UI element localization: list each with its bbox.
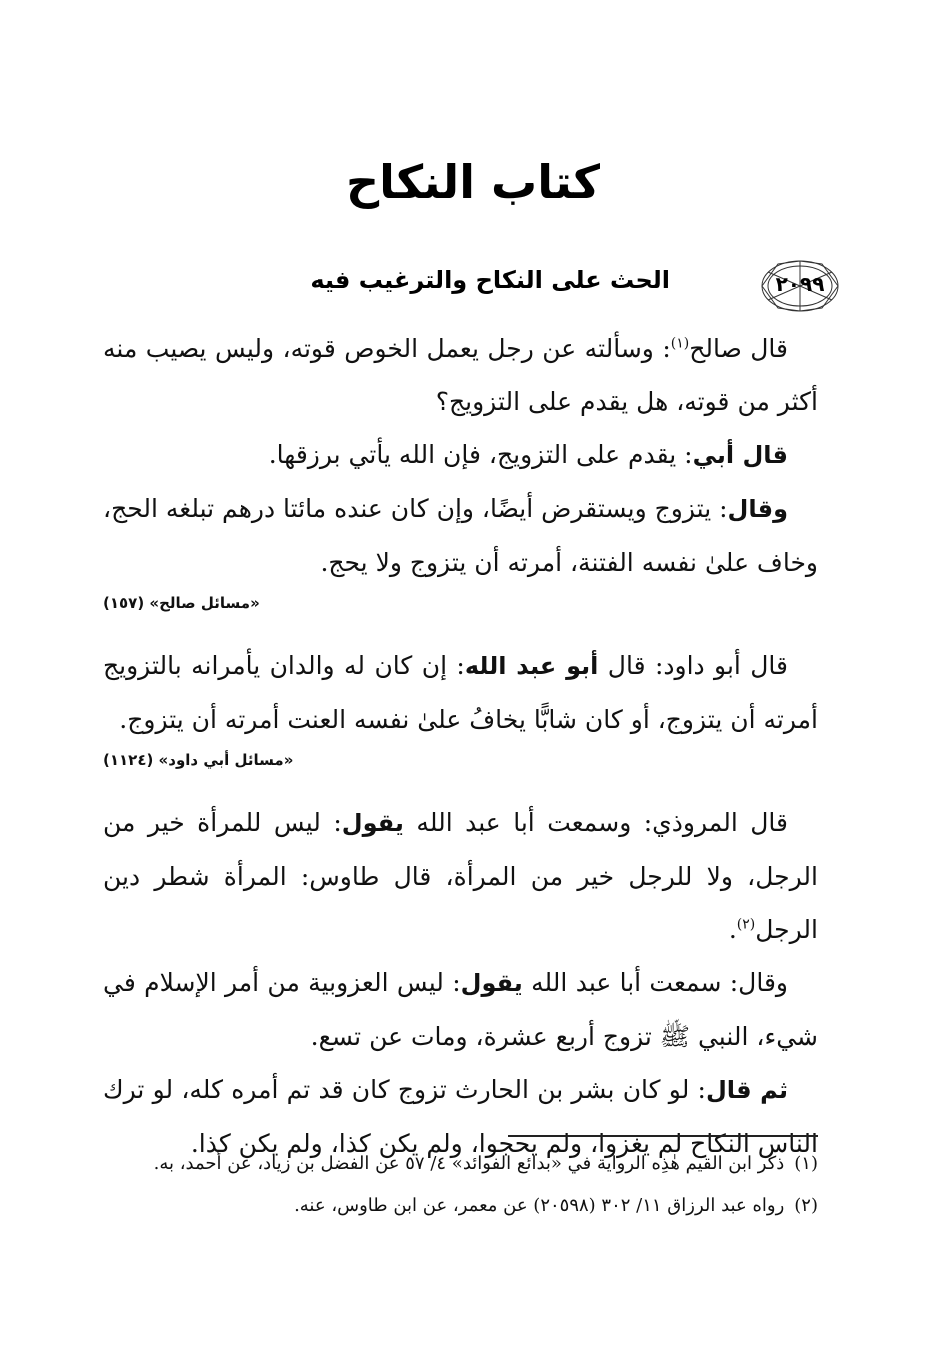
speaker: ثم قال	[705, 1076, 788, 1104]
chapter-number: ٢٠٩٩	[775, 272, 825, 296]
speaker: يقول	[460, 969, 523, 997]
paragraph: قال أبو داود: قال أبو عبد الله: إن كان له والدان يأمرانه بالتزويج أمرته أن يتزوج، أو كان شابًّا يخافُ علىٰ نفسه العنت أمرته أن يتزوج.	[103, 651, 818, 734]
chapter-number-badge	[758, 258, 842, 314]
source-citation: «مسائل صالح» (١٥٧)	[103, 594, 260, 612]
chapter-title: الحث على النكاح والترغيب فيه	[310, 266, 670, 294]
footnote-number: (٢)	[794, 1195, 818, 1216]
speaker: أبو عبد الله	[464, 652, 599, 680]
footnotes	[103, 1148, 818, 1232]
chapter-header	[100, 258, 842, 314]
footnote-divider	[508, 1135, 818, 1137]
paragraph: قال المروذي: وسمعت أبا عبد الله يقول: ليس للمرأة خير من الرجل، ولا للرجل خير من المرأة، قال طاوس: المرأة شطر دين الرجل$^{(٢)}$.	[103, 808, 818, 944]
main-text	[103, 322, 818, 1170]
paragraph: قال صالح$^{(١)}$: وسألته عن رجل يعمل الخوص قوته، وليس يصيب منه أكثر من قوته، هل يقدم على التزويج؟	[103, 334, 818, 416]
paragraph: وقال: سمعت أبا عبد الله يقول: ليس العزوبية من أمر الإسلام في شيء، النبي ﷺ تزوج أربع عشرة، ومات عن تسع.	[103, 968, 818, 1051]
paragraph: وقال: يتزوج ويستقرض أيضًا، وإن كان عنده مائتا درهم تبلغه الحج، وخاف علىٰ نفسه الفتنة، أمرته أن يتزوج ولا يحج.	[103, 494, 818, 577]
speaker: يقول	[341, 809, 404, 837]
footnote	[103, 1190, 818, 1222]
footnote-ref: (٢)	[736, 916, 756, 933]
book-title: كتاب النكاح	[345, 155, 601, 209]
footnote-text: رواه عبد الرزاق ١١/ ٣٠٢ (٢٠٥٩٨) عن معمر، عن ابن طاوس، عنه.	[294, 1195, 785, 1216]
footnote-number: (١)	[794, 1153, 818, 1174]
source-citation: «مسائل أبي داود» (١١٢٤)	[103, 751, 294, 769]
footnote	[103, 1148, 818, 1180]
paragraph: ثم قال: لو كان بشر بن الحارث تزوج كان قد تم أمره كله، لو ترك الناس النكاح لم يغزوا، ولم يحجوا، ولم يكن كذا، ولم يكن كذا.	[103, 1075, 818, 1158]
speaker: قال أبي	[692, 441, 788, 469]
paragraph: قال أبي: يقدم على التزويج، فإن الله يأتي برزقها.	[268, 440, 788, 469]
speaker: وقال	[727, 495, 788, 523]
footnote-ref: (١)	[670, 335, 690, 352]
footnote-text: ذكر ابن القيم هٰذِه الرواية في «بدائع الفوائد» ٤/ ٥٧ عن الفضل بن زياد، عن أحمد، به.	[153, 1153, 785, 1174]
